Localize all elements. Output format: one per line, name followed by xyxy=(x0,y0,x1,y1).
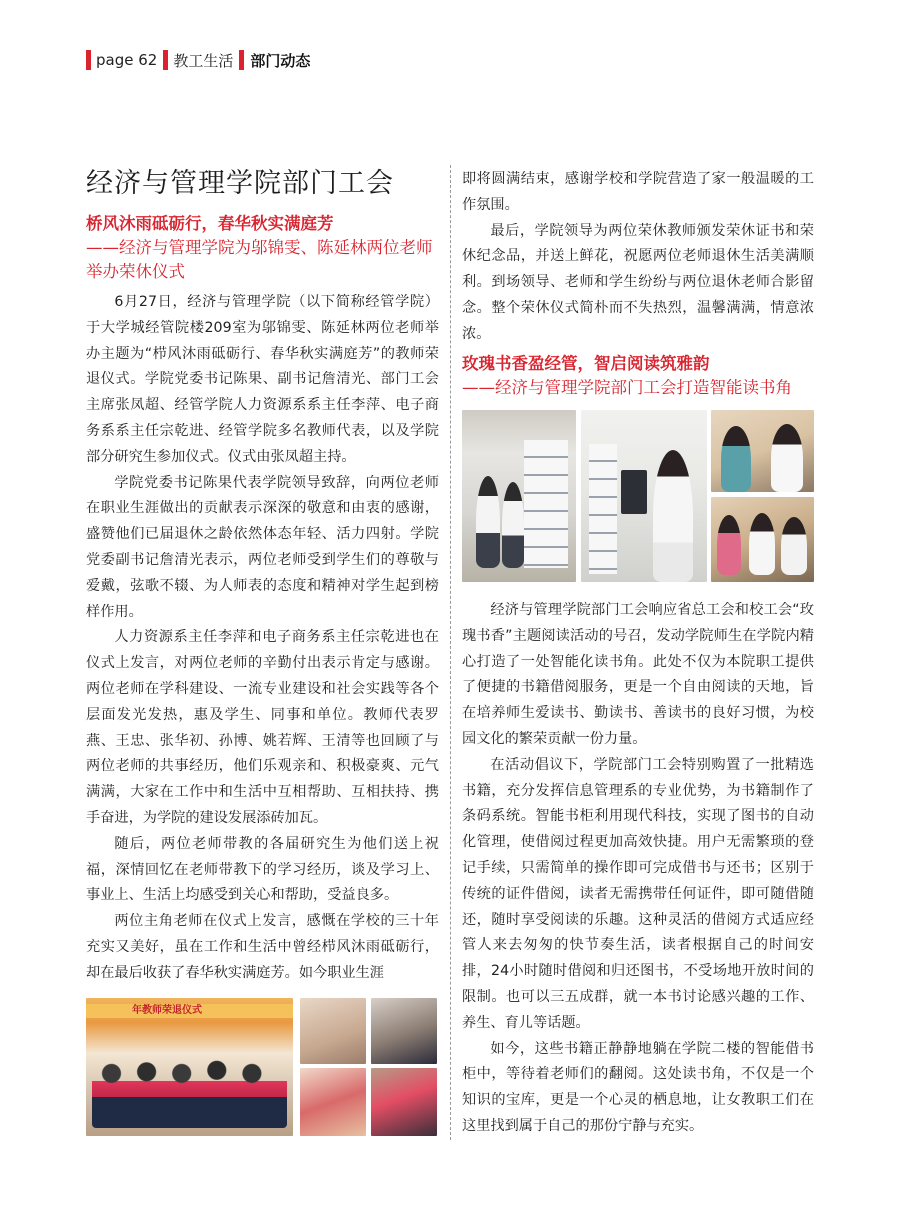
page-number: page 62 xyxy=(96,51,158,69)
paragraph: 如今，这些书籍正静静地躺在学院二楼的智能借书柜中，等待着老师们的翻阅。这处读书角，不仅是一个知识的宝库，更是一个心灵的栖息地，让女教职工们在这里找到属于自己的那份宁静与充实。 xyxy=(462,1040,814,1134)
flowers-photo xyxy=(371,1068,437,1136)
person xyxy=(502,482,524,568)
paragraph: 6月27日，经济与管理学院（以下简称经管学院）于大学城经管院楼209室为邬锦雯、陈延林两位老师举办主题为“栉风沐雨砥砺行、春华秋实满庭芳”的教师荣退仪式。学院党委书记陈果、副书记詹清光、部门工会主席张凤超、经管学院人力资源系系主任李萍、电子商务系系主任宗乾进、经管学院多名教师代表，以及学院部分研究生参加仪式。仪式由张凤超主持。 xyxy=(86,294,439,465)
story1-continuation xyxy=(462,167,814,348)
running-header xyxy=(86,49,310,71)
column-divider xyxy=(450,165,451,1140)
paragraph: 经济与管理学院部门工会响应省总工会和校工会“玫瑰书香”主题阅读活动的号召，发动学院师生在学院内精心打造了一处智能化读书角。此处不仅为本院职工提供了便捷的书籍借阅服务，更是一个自由阅读的天地，旨在培养师生爱读书、勤读书、善读书的良好习惯，为校园文化的繁荣贡献一份力量。 xyxy=(462,602,814,747)
story1-title: 桥风沐雨砥砺行，春华秋实满庭芳 xyxy=(86,214,334,233)
flowers-photo xyxy=(300,1068,366,1136)
retirement-ceremony-photo xyxy=(86,998,293,1136)
reading-group-photo xyxy=(711,497,814,582)
paragraph: 学院党委书记陈果代表学院领导致辞，向两位老师在职业生涯做出的贡献表示深深的敬意和由衷的感谢，盛赞他们已届退休之龄依然体态年轻、活力四射。学院党委副书记詹清光表示，两位老师受到学生们的尊敬与爱戴，弦歌不辍、为人师表的态度和精神对学生起到榜样作用。 xyxy=(86,474,439,620)
paragraph: 两位主角老师在仪式上发言，感慨在学校的三十年充实又美好，虽在工作和生活中曾经栉风沐雨砥砺行，却在最后收获了春华秋实满庭芳。如今职业生涯 xyxy=(86,913,439,981)
story1-subtitle: ——经济与管理学院为邬锦雯、陈延林两位老师举办荣休仪式 xyxy=(86,238,433,281)
paragraph: 最后，学院领导为两位荣休教师颁发荣休证书和荣休纪念品，并送上鲜花，祝愿两位老师退休生活美满顺利。到场领导、老师和学生纷纷与两位退休老师合影留念。整个荣休仪式简朴而不失热烈，温馨满满，情意浓浓。 xyxy=(462,222,814,342)
person xyxy=(717,515,741,575)
paragraph: 即将圆满结束，感谢学校和学院营造了家一般温暖的工作氛围。 xyxy=(462,171,814,213)
header-bar-mark xyxy=(86,50,91,70)
reading-corner-photo xyxy=(462,410,576,582)
story2-body xyxy=(462,598,814,1140)
section-name: 教工生活 xyxy=(173,51,234,70)
paragraph: 人力资源系主任李萍和电子商务系主任宗乾进也在仪式上发言，对两位老师的辛勤付出表示肯定与感谢。两位老师在学科建设、一流专业建设和社会实践等各个层面发光发热，惠及学生、同事和单位。教师代表罗燕、王忠、张华初、孙博、姚若辉、王清等也回顾了与两位老师的共事经历，他们乐观亲和、积极豪爽、元气满满，大家在工作中和生活中互相帮助、互相扶持、携手奋进，为学院的建设发展添砖加瓦。 xyxy=(86,629,439,826)
story1-heading xyxy=(86,212,439,284)
smart-bookcase-photo xyxy=(581,410,707,582)
ceremony-banner-text: 年教师荣退仪式 xyxy=(132,1005,202,1016)
group-of-people xyxy=(92,1050,287,1128)
story2-subtitle: ——经济与管理学院部门工会打造智能读书角 xyxy=(462,378,792,397)
touch-screen xyxy=(621,470,647,514)
reading-photo xyxy=(711,410,814,492)
header-bar-mark xyxy=(163,50,168,70)
bookshelf xyxy=(524,440,568,568)
header-bar-mark xyxy=(239,50,244,70)
story2-title: 玫瑰书香盈经管，智启阅读筑雅韵 xyxy=(462,354,710,373)
speaker-photo xyxy=(300,998,366,1064)
person xyxy=(721,426,751,492)
person xyxy=(771,424,803,492)
ceremony-banner xyxy=(86,1004,293,1018)
paragraph: 随后，两位老师带教的各届研究生为他们送上祝福，深情回忆在老师带教下的学习经历，谈及学习上、事业上、生活上均感受到关心和帮助，受益良多。 xyxy=(86,835,439,904)
person xyxy=(749,513,775,575)
bookshelf xyxy=(589,444,617,574)
person xyxy=(781,517,807,575)
story1-body xyxy=(86,290,439,987)
story2-heading xyxy=(462,352,814,400)
column-name: 部门动态 xyxy=(250,51,311,70)
person xyxy=(653,450,693,582)
speaker-photo xyxy=(371,998,437,1064)
paragraph: 在活动倡议下，学院部门工会特别购置了一批精选书籍，充分发挥信息管理系的专业优势，为书籍制作了条码系统。智能书柜利用现代科技，实现了图书的自动化管理，使借阅过程更加高效快捷。用户无需繁琐的登记手续，只需简单的操作即可完成借书与还书；区别于传统的证件借阅，读者无需携带任何证件，即可随借随还，随时享受阅读的乐趣。这种灵活的借阅方式适应经管人来去匆匆的快节奏生活，读者根据自己的时间安排，24小时随时借阅和归还图书，不受场地开放时间的限制。也可以三五成群，就一本书讨论感兴趣的工作、养生、育儿等话题。 xyxy=(462,756,814,1031)
person xyxy=(476,476,500,568)
section-title: 经济与管理学院部门工会 xyxy=(86,168,394,199)
